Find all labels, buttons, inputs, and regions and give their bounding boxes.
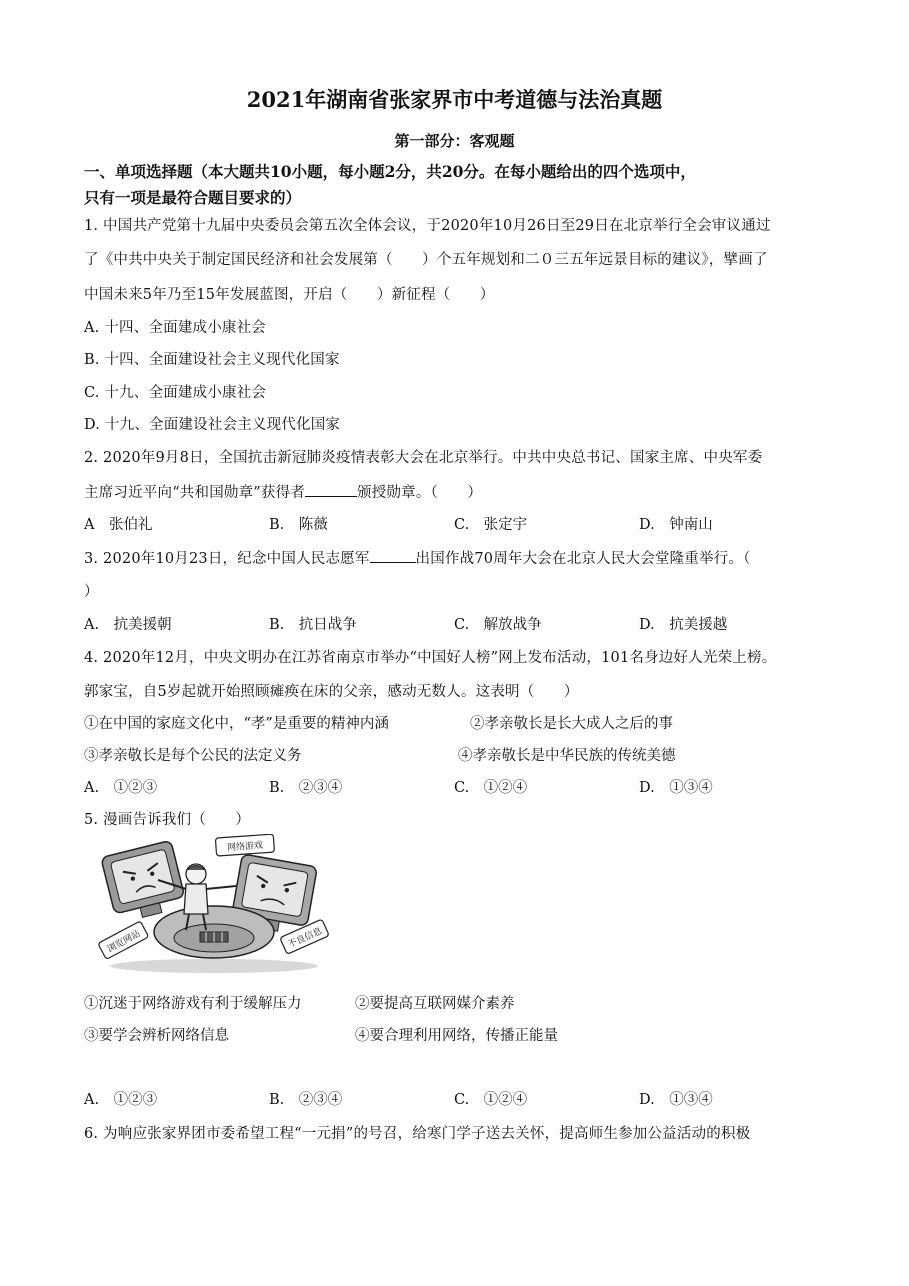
q5-option-d: D. ①③④ [639, 1092, 713, 1108]
q6-stem-line1: 6. 为响应张家界团市委希望工程“一元捐”的号召，给寒门学子送去关怀，提高师生参加公益活动的积极 [84, 1126, 751, 1142]
q4-stem-line2: 郭家宝，自5岁起就开始照顾瘫痪在床的父亲，感动无数人。这表明（ ） [84, 684, 579, 700]
q3-option-b: B. 抗日战争 [269, 617, 357, 633]
q2-option-b: B. 陈薇 [269, 517, 328, 533]
q4-statement-1: ①在中国的家庭文化中，“孝”是重要的精神内涵 [84, 716, 389, 732]
q1-stem-line3: 中国未来5年乃至15年发展蓝图，开启（ ）新征程（ ） [84, 287, 495, 303]
q3-stem-line1 [84, 547, 751, 568]
q5-stem: 5. 漫画告诉我们（ ） [84, 812, 251, 828]
q1-stem-line1: 1. 中国共产党第十九届中央委员会第五次全体会议，于2020年10月26日至29日在北京举行全会审议通过 [84, 218, 771, 234]
page-title: 2021年湖南省张家界市中考道德与法治真题 [246, 87, 663, 112]
q3-stem-text-after-blank: 出国作战70周年大会在北京人民大会堂隆重举行。（ [415, 551, 751, 567]
q3-option-a: A. 抗美援朝 [84, 617, 172, 633]
q4-stem-line1: 4. 2020年12月，中央文明办在江苏省南京市举办“中国好人榜”网上发布活动，101名身边好人光荣上榜。 [84, 650, 777, 666]
q4-statement-4: ④孝亲敬长是中华民族的传统美德 [458, 748, 676, 764]
q1-option-b: B. 十四、全面建设社会主义现代化国家 [84, 352, 340, 368]
internet-cartoon-illustration [96, 834, 332, 976]
q2-stem-text-before-blank: 主席习近平向“共和国勋章”获得者 [84, 485, 306, 501]
q2-option-d: D. 钟南山 [639, 517, 713, 533]
q5-statement-1: ①沉迷于网络游戏有利于缓解压力 [84, 996, 302, 1012]
q3-option-d: D. 抗美援越 [639, 617, 728, 633]
q5-option-c: C. ①②④ [454, 1092, 528, 1108]
q1-option-a: A. 十四、全面建成小康社会 [84, 320, 266, 336]
q4-option-a: A. ①②③ [84, 780, 158, 796]
q1-stem-line2: 了《中共中央关于制定国民经济和社会发展第（ ）个五年规划和二０三五年远景目标的建议》，擘画了 [84, 252, 768, 268]
q3-stem-text-before-blank: 3. 2020年10月23日，纪念中国人民志愿军 [84, 551, 370, 567]
q5-option-b: B. ②③④ [269, 1092, 343, 1108]
q5-statement-4: ④要合理利用网络，传播正能量 [355, 1028, 558, 1044]
q4-option-d: D. ①③④ [639, 780, 713, 796]
q2-answer-blank [305, 495, 357, 497]
section-heading-line1: 一、单项选择题（本大题共10小题，每小题2分，共20分。在每小题给出的四个选项中， [84, 162, 696, 181]
q4-statement-2: ②孝亲敬长是长大成人之后的事 [470, 716, 673, 732]
q2-stem-line1: 2. 2020年9月8日，全国抗击新冠肺炎疫情表彰大会在北京举行。中共中央总书记、国家主席、中央军委 [84, 450, 763, 466]
q5-option-a: A. ①②③ [84, 1092, 158, 1108]
q4-statement-3: ③孝亲敬长是每个公民的法定义务 [84, 748, 302, 764]
q2-stem-text-after-blank: 颁授勋章。（ ） [357, 485, 483, 501]
q1-option-d: D. 十九、全面建设社会主义现代化国家 [84, 417, 341, 433]
q3-stem-line2: ） [84, 584, 99, 600]
cartoon-sign-left: 浏览网站 [105, 929, 143, 955]
part-heading: 第一部分：客观题 [394, 132, 515, 150]
q1-option-c: C. 十九、全面建成小康社会 [84, 385, 267, 401]
cartoon-sign-right: 不良信息 [286, 926, 324, 951]
q2-option-a: A 张伯礼 [84, 517, 153, 533]
q5-statement-3: ③要学会辨析网络信息 [84, 1028, 229, 1044]
q2-option-c: C. 张定宇 [454, 517, 528, 533]
section-heading-line2: 只有一项是最符合题目要求的） [84, 188, 302, 207]
q4-option-c: C. ①②④ [454, 780, 528, 796]
q3-answer-blank [370, 561, 416, 563]
cartoon-sign-top: 网络游戏 [226, 840, 264, 854]
q3-option-c: C. 解放战争 [454, 617, 542, 633]
q4-option-b: B. ②③④ [269, 780, 343, 796]
q5-statement-2: ②要提高互联网媒介素养 [355, 996, 515, 1012]
q2-stem-line2 [84, 481, 482, 502]
